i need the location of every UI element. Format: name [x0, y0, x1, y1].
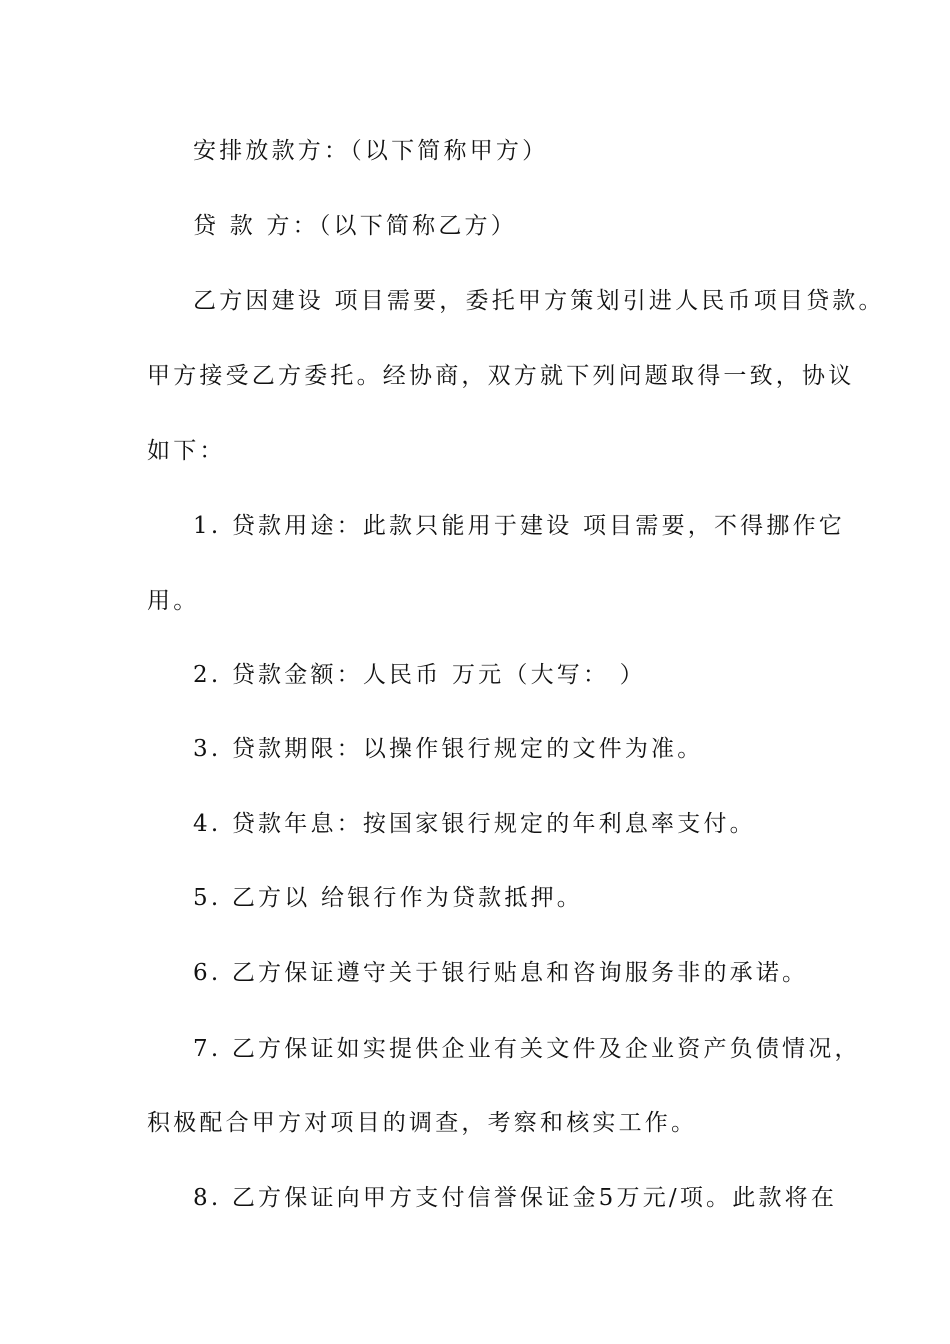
- clause-3: 3. 贷款期限：以操作银行规定的文件为准。: [193, 736, 704, 762]
- clause-1-line-2: 用。: [147, 588, 200, 614]
- clause-2: 2. 贷款金额：人民币 万元（大写： ）: [193, 662, 646, 688]
- party-b-line: 贷 款 方：（以下简称乙方）: [193, 213, 517, 239]
- party-a-line: 安排放款方：（以下简称甲方）: [193, 138, 549, 164]
- intro-paragraph-line-3: 如下：: [147, 438, 226, 464]
- clause-1-line-1: 1. 贷款用途：此款只能用于建设 项目需要，不得挪作它: [193, 513, 845, 539]
- intro-paragraph-line-1: 乙方因建设 项目需要，委托甲方策划引进人民币项目贷款。: [193, 288, 885, 314]
- clause-5: 5. 乙方以 给银行作为贷款抵押。: [193, 885, 583, 911]
- clause-7-line-1: 7. 乙方保证如实提供企业有关文件及企业资产负债情况，: [193, 1036, 861, 1062]
- clause-7-line-2: 积极配合甲方对项目的调查，考察和核实工作。: [147, 1110, 698, 1136]
- clause-4: 4. 贷款年息：按国家银行规定的年利息率支付。: [193, 811, 756, 837]
- intro-paragraph-line-2: 甲方接受乙方委托。经协商，双方就下列问题取得一致，协议: [147, 363, 855, 389]
- clause-6: 6. 乙方保证遵守关于银行贴息和咨询服务非的承诺。: [193, 960, 809, 986]
- clause-8-line-1: 8. 乙方保证向甲方支付信誉保证金5万元/项。此款将在: [193, 1185, 838, 1211]
